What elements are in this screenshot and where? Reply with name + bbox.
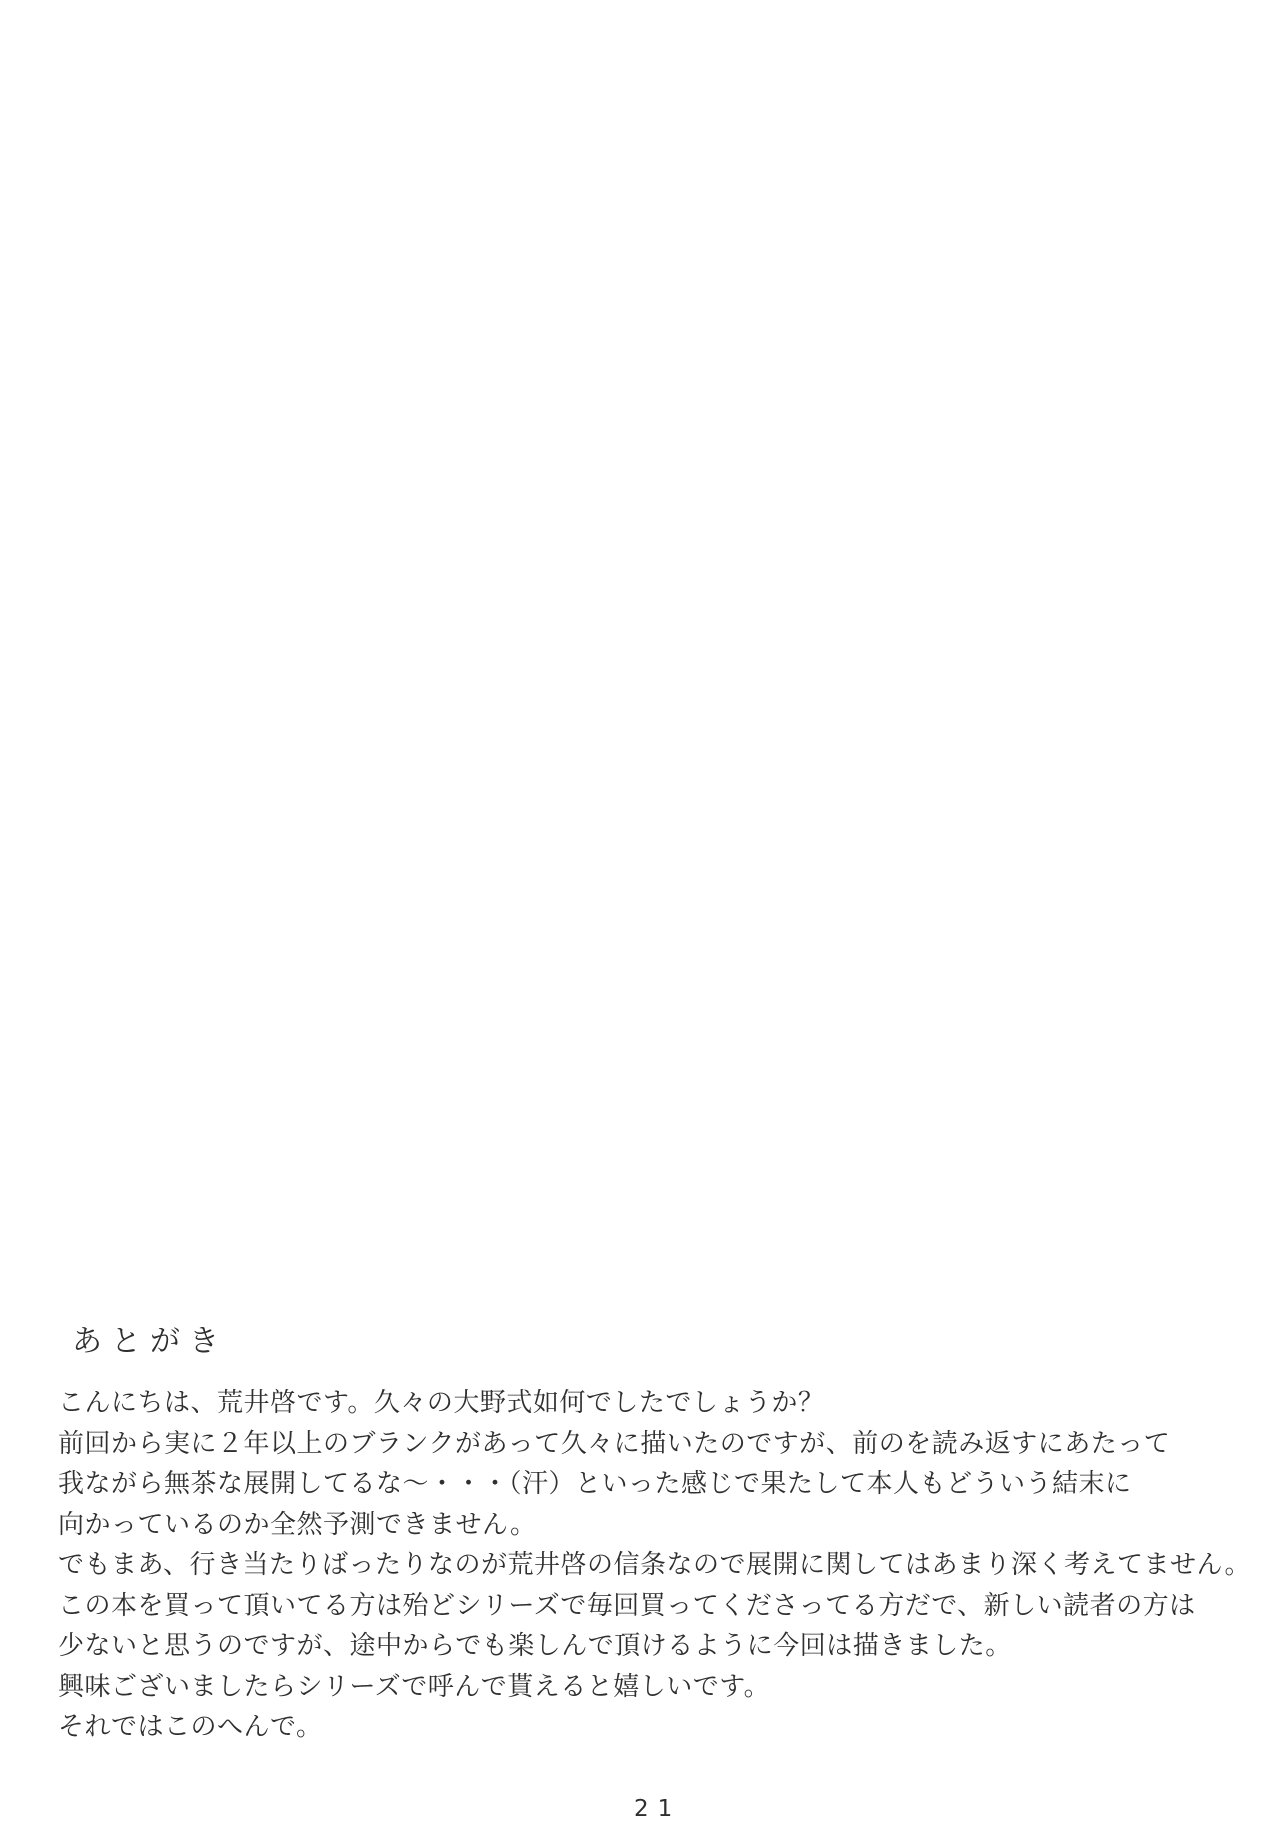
afterword-line: 興味ございましたらシリーズで呼んで貰えると嬉しいです。 bbox=[58, 1671, 771, 1702]
afterword-line: 我ながら無茶な展開してるな〜・・・（汗）といった感じで果たして本人もどういう結末に bbox=[58, 1469, 1132, 1499]
afterword-line: 向かっているのか全然予測できません。 bbox=[58, 1509, 537, 1540]
afterword-heading: あとがき bbox=[72, 1324, 228, 1359]
afterword-line: でもまあ、行き当たりばったりなのが荒井啓の信条なので展開に関してはあまり深く考えてません。 bbox=[58, 1550, 1252, 1580]
afterword-line: この本を買って頂いてる方は殆どシリーズで毎回買ってくださってる方だで、新しい読者の方は bbox=[58, 1590, 1196, 1621]
page-number: 21 bbox=[634, 1796, 682, 1822]
afterword-paragraph bbox=[58, 1383, 1268, 1748]
afterword-line: 少ないと思うのですが、途中からでも楽しんで頂けるように今回は描きました。 bbox=[58, 1631, 1012, 1661]
afterword-line: 前回から実に２年以上のブランクがあって久々に描いたのですが、前のを読み返すにあたって bbox=[58, 1428, 1171, 1459]
afterword-line: こんにちは、荒井啓です。久々の大野式如何でしたでしょうか？ bbox=[58, 1388, 825, 1418]
afterword-line: それではこのへんで。 bbox=[58, 1712, 323, 1742]
